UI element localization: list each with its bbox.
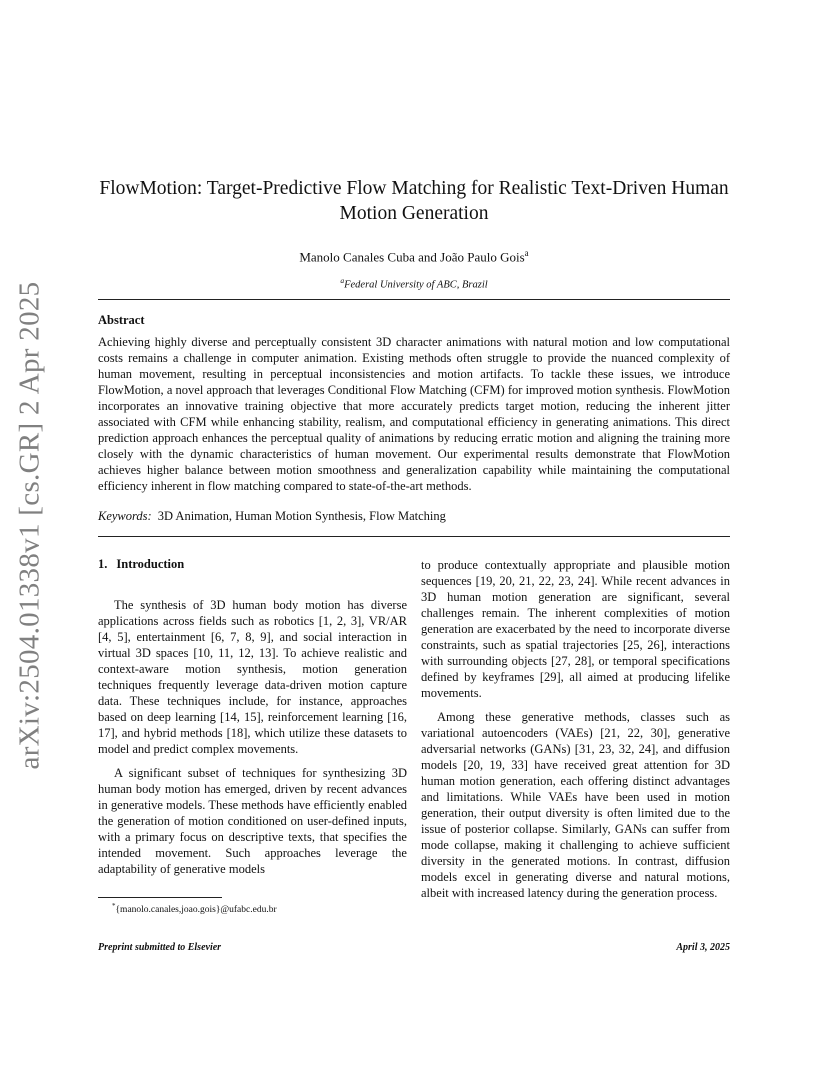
- footnote-text: {manolo.canales,joao.gois}@ufabc.edu.br: [115, 905, 277, 916]
- footnote-rule: [98, 897, 222, 898]
- keywords-text: 3D Animation, Human Motion Synthesis, Flow Matching: [157, 509, 446, 523]
- left-column: [98, 556, 407, 877]
- authors: [98, 248, 730, 265]
- footnote-marker: *: [112, 902, 116, 910]
- affiliation-text: Federal University of ABC, Brazil: [344, 279, 488, 291]
- footer-date: April 3, 2025: [676, 942, 730, 953]
- footer-venue: Preprint submitted to Elsevier: [98, 942, 222, 953]
- section-heading-introduction: [98, 556, 407, 572]
- affiliation: [98, 276, 730, 291]
- section-number: 1.: [98, 557, 108, 571]
- paragraph: Among these generative methods, classes such as variational autoencoders (VAEs) [21, 22, 30], generative adversarial networks (GANs) [31, 23, 32, 24], and diffusion models [20, 19, 33] have received great attention for 3D human motion generation, each offering distinct advantages and limitations. While VAEs have been used in motion generation, their output diversity is often limited due to the issue of posterior collapse. Similarly, GANs can suffer from mode collapse, making it challenging to achieve sufficient diversity in the generated motions. In contrast, diffusion models excel in generating diverse and natural motions, albeit with increased latency during the generation process.: [421, 710, 730, 900]
- footnote: [112, 902, 277, 915]
- paragraph: to produce contextually appropriate and plausible motion sequences [19, 20, 21, 22, 23, 24]. While recent advances in 3D human motion generation are significant, several challenges remain. The inherent complexities of motion generation are exacerbated by the need to incorporate diverse constraints, such as spatial trajectories [25, 26], interactions with surrounding objects [27, 28], or temporal specifications defined by keyframes [29], all aimed at producing lifelike movements.: [421, 558, 730, 700]
- paragraph: The synthesis of 3D human body motion has diverse applications across fields such as robotics [1, 2, 3], VR/AR [4, 5], entertainment [6, 7, 8, 9], and social interaction in virtual 3D spaces [10, 11, 12, 13]. To achieve realistic and context-aware motion synthesis, motion generation techniques frequently leverage data-driven motion capture data. These techniques include, for instance, approaches based on deep learning [14, 15], reinforcement learning [16, 17], and hybrid methods [18], which utilize these datasets to model and predict complex movements.: [98, 598, 407, 756]
- paragraph: A significant subset of techniques for synthesizing 3D human body motion has emerged, driven by recent advances in generative models. These methods have efficiently enabled the generation of motion conditioned on user-defined inputs, with a primary focus on descriptive texts, that specifies the intended movement. Such approaches leverage the adaptability of generative models: [98, 766, 407, 876]
- section-title: Introduction: [116, 557, 185, 571]
- abstract-heading: Abstract: [98, 313, 145, 327]
- affiliation-marker: a: [340, 276, 345, 285]
- paper-title: FlowMotion: Target-Predictive Flow Matching for Realistic Text-Driven Human Motion Generation: [99, 178, 729, 224]
- abstract-body: Achieving highly diverse and perceptually consistent 3D character animations with natural motion and low computational costs remains a challenge in computer animation. Existing methods often struggle to provide the nuanced complexity of human movement, resulting in perceptual inconsistencies and motion artifacts. To tackle these issues, we introduce FlowMotion, a novel approach that leverages Conditional Flow Matching (CFM) for improved motion synthesis. FlowMotion incorporates an innovative training objective that more accurately predicts target motion, reducing the inherent jitter associated with CFM while enhancing stability, realism, and computational efficiency in generating animations. This direct prediction approach enhances the perceptual quality of animations by reducing erratic motion and aligning the training more closely with the dynamic characteristics of human movement. Our experimental results demonstrate that FlowMotion achieves higher balance between motion smoothness and generalization capability while maintaining the computational efficiency inherent in flow matching compared to state-of-the-art methods.: [98, 335, 730, 493]
- abstract-bottom-rule: [98, 536, 730, 537]
- keywords-label: Keywords:: [98, 509, 152, 523]
- arxiv-stamp: [6, 281, 54, 769]
- abstract-top-rule: [98, 299, 730, 300]
- author-affil-marker: a: [524, 248, 529, 258]
- right-column: [421, 557, 730, 901]
- arxiv-stamp-text: arXiv:2504.01338v1 [cs.GR] 2 Apr 2025: [13, 281, 46, 769]
- author-names: Manolo Canales Cuba and João Paulo Gois: [299, 249, 525, 265]
- keywords: [98, 509, 446, 524]
